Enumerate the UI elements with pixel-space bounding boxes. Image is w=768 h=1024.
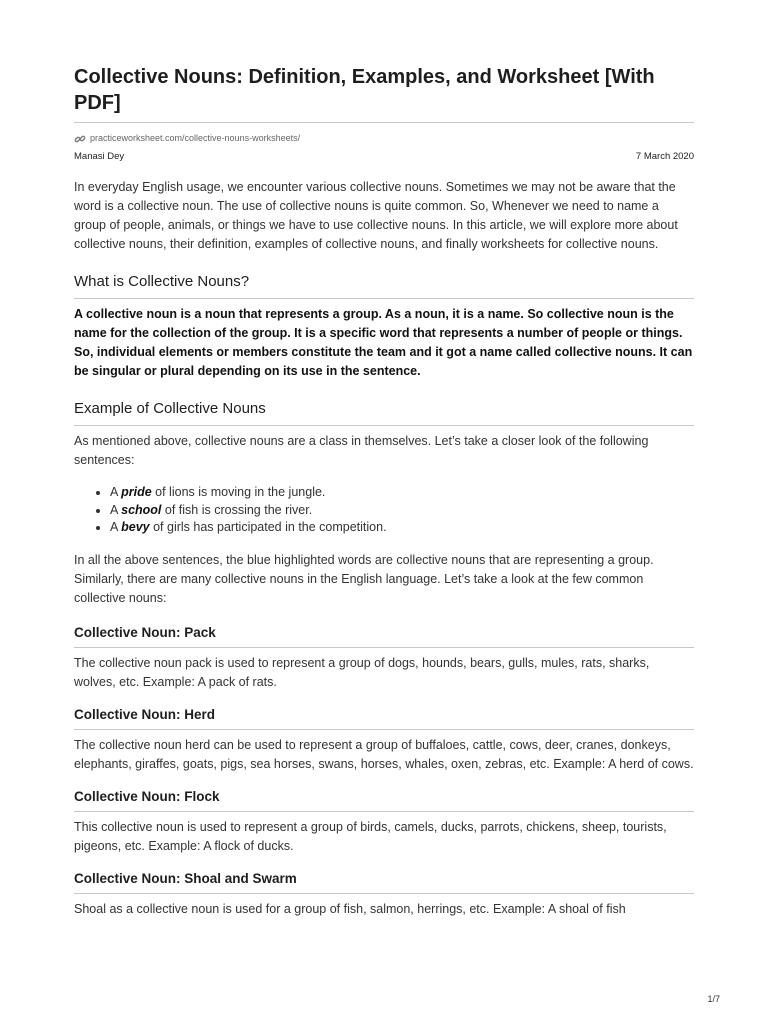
subsection-text-pack: The collective noun pack is used to represent a group of dogs, hounds, bears, gulls, mules, rats, sharks, wolves, etc. Example: A pack of rats.: [74, 655, 650, 689]
example-list: [74, 484, 694, 537]
meta-row: [74, 151, 694, 162]
list-item: • A school of fish is crossing the river.: [110, 502, 694, 520]
subsection-text-flock: This collective noun is used to represent a group of birds, camels, ducks, parrots, chickens, sheep, tourists, pigeons, etc. Example: A flock of ducks.: [74, 819, 667, 853]
page-number: 1/7: [707, 994, 720, 1004]
subsection-divider: [74, 811, 694, 812]
subsection-text-shoal-swarm: Shoal as a collective noun is used for a group of fish, salmon, herrings, etc. Example: A shoal of fish: [74, 901, 626, 916]
section-divider: [74, 425, 694, 426]
author: Manasi Dey: [74, 151, 125, 162]
subsection-text-herd: The collective noun herd can be used to represent a group of buffaloes, cattle, cows, deer, cranes, donkeys, elephants, giraffes, goats, pigs, sea horses, swans, horses, whales, oxen, zebras, etc. Example: A herd of cows.: [74, 737, 694, 771]
subsection-divider: [74, 893, 694, 894]
subsection-heading-herd: Collective Noun: Herd: [74, 706, 216, 722]
section-heading-what-is: What is Collective Nouns?: [74, 273, 250, 290]
examples-intro-paragraph: As mentioned above, collective nouns are a class in themselves. Let’s take a closer look of the following sentences:: [74, 434, 649, 467]
document-page: [74, 64, 694, 919]
subsection-heading-pack: Collective Noun: Pack: [74, 624, 216, 640]
link-icon: [74, 132, 86, 144]
examples-summary-paragraph: In all the above sentences, the blue highlighted words are collective nouns that are representing a group. Similarly, there are many collective nouns in the English language. Let’s take a look at the few common collective nouns:: [74, 552, 654, 605]
definition-paragraph: A collective noun is a noun that represents a group. As a noun, it is a name. So collective noun is the name for the collection of the group. It is a specific word that represents a number of people or things. So, individual elements or members constitute the team and it got a name called collective nouns. It can be singular or plural depending on its use in the sentence.: [74, 307, 693, 378]
subsection-heading-flock: Collective Noun: Flock: [74, 788, 220, 804]
subsection-divider: [74, 729, 694, 730]
collective-noun-highlight: bevy: [121, 520, 150, 534]
section-heading-examples: Example of Collective Nouns: [74, 400, 266, 417]
subsection-divider: [74, 647, 694, 648]
collective-noun-highlight: school: [121, 502, 162, 517]
publish-date: 7 March 2020: [635, 151, 694, 162]
page-title: Collective Nouns: Definition, Examples, and Worksheet [With PDF]: [74, 66, 655, 114]
subsection-heading-shoal-swarm: Collective Noun: Shoal and Swarm: [74, 870, 297, 886]
title-divider: [74, 122, 694, 123]
collective-noun-highlight: pride: [121, 485, 152, 499]
source-url-row: [74, 131, 694, 145]
intro-paragraph: In everyday English usage, we encounter various collective nouns. Sometimes we may not be aware that the word is a collective noun. The use of collective nouns is quite common. So, Whenever we need to name a group of people, animals, or things we have to use collective nouns. In this article, we will explore more about collective nouns, their definition, examples of collective nouns, and finally worksheets for collective nouns.: [74, 180, 678, 251]
list-item: • A bevy of girls has participated in the competition.: [110, 519, 694, 537]
source-url[interactable]: practiceworksheet.com/collective-nouns-worksheets/: [90, 133, 301, 143]
list-item: • A pride of lions is moving in the jungle.: [110, 484, 694, 502]
section-divider: [74, 298, 694, 299]
